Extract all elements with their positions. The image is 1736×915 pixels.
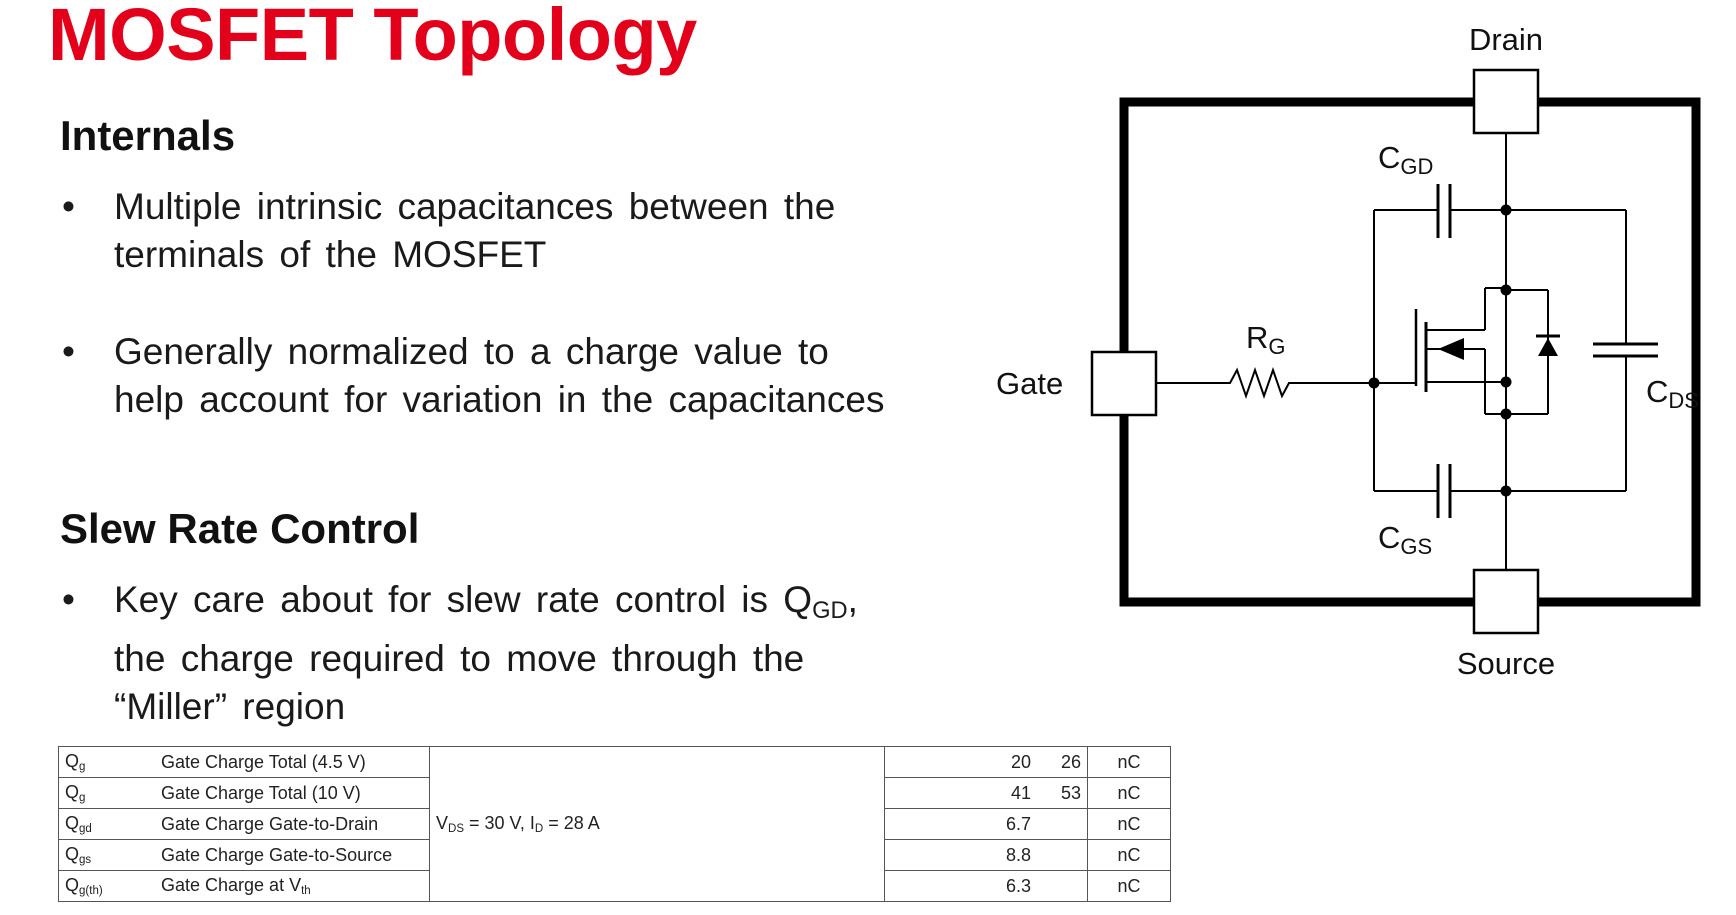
param-description: Gate Charge Total (4.5 V) (155, 747, 430, 778)
drain-terminal (1474, 70, 1538, 133)
param-symbol: $Q_g$ (59, 747, 156, 778)
bullet-icon: • (62, 331, 75, 372)
page-title: MOSFET Topology (48, 0, 697, 76)
gate-charge-table (58, 746, 1171, 902)
param-typical: 20 (885, 747, 1040, 778)
resistor-rg (1225, 370, 1300, 396)
param-max (1039, 871, 1088, 902)
param-unit: nC (1088, 778, 1171, 809)
param-symbol: $Q_{g(th)}$ (59, 871, 156, 902)
param-typical: 6.7 (885, 809, 1040, 840)
param-description: Gate Charge Gate-to-Source (155, 840, 430, 871)
param-description: Gate Charge at $V_{th}$ (155, 871, 430, 902)
bullet-text: Key care about for slew rate control is $Q_{GD}$, the charge required to move through the “Miller” region (114, 579, 858, 727)
mosfet-circuit-diagram (980, 0, 1736, 700)
param-symbol: $Q_{gd}$ (59, 809, 156, 840)
param-typical: 8.8 (885, 840, 1040, 871)
source-label: Source (1456, 646, 1556, 681)
cgs-label: CGS (1378, 520, 1433, 559)
cgd-label: CGD (1378, 140, 1434, 179)
bullet-item (60, 328, 890, 424)
param-max (1039, 809, 1088, 840)
table-row (59, 747, 1171, 778)
cds-label: CDS (1646, 374, 1699, 413)
gate-label: Gate (996, 366, 1064, 401)
slew-rate-heading: Slew Rate Control (60, 505, 420, 552)
param-description: Gate Charge Total (10 V) (155, 778, 430, 809)
param-symbol: $Q_{gs}$ (59, 840, 156, 871)
param-unit: nC (1088, 871, 1171, 902)
param-unit: nC (1088, 747, 1171, 778)
param-unit: nC (1088, 840, 1171, 871)
source-terminal (1474, 570, 1538, 633)
bullet-icon: • (62, 186, 75, 227)
param-max (1039, 840, 1088, 871)
bullet-item (60, 183, 890, 279)
test-condition: $V_{DS} = 30$ V, $I_D = 28$ A (430, 747, 885, 902)
bullet-item (60, 576, 890, 731)
param-max: 26 (1039, 747, 1088, 778)
param-unit: nC (1088, 809, 1171, 840)
param-typical: 6.3 (885, 871, 1040, 902)
gate-terminal (1092, 352, 1156, 415)
body-diode (1538, 338, 1558, 356)
bullet-icon: • (62, 579, 75, 620)
param-max: 53 (1039, 778, 1088, 809)
param-typical: 41 (885, 778, 1040, 809)
param-description: Gate Charge Gate-to-Drain (155, 809, 430, 840)
drain-label: Drain (1468, 22, 1544, 57)
internals-heading: Internals (60, 112, 236, 159)
bullet-text: Multiple intrinsic capacitances between the terminals of the MOSFET (114, 186, 836, 275)
rg-label: RG (1246, 320, 1286, 359)
bullet-text: Generally normalized to a charge value to help account for variation in the capacitances (114, 331, 885, 420)
param-symbol: $Q_g$ (59, 778, 156, 809)
